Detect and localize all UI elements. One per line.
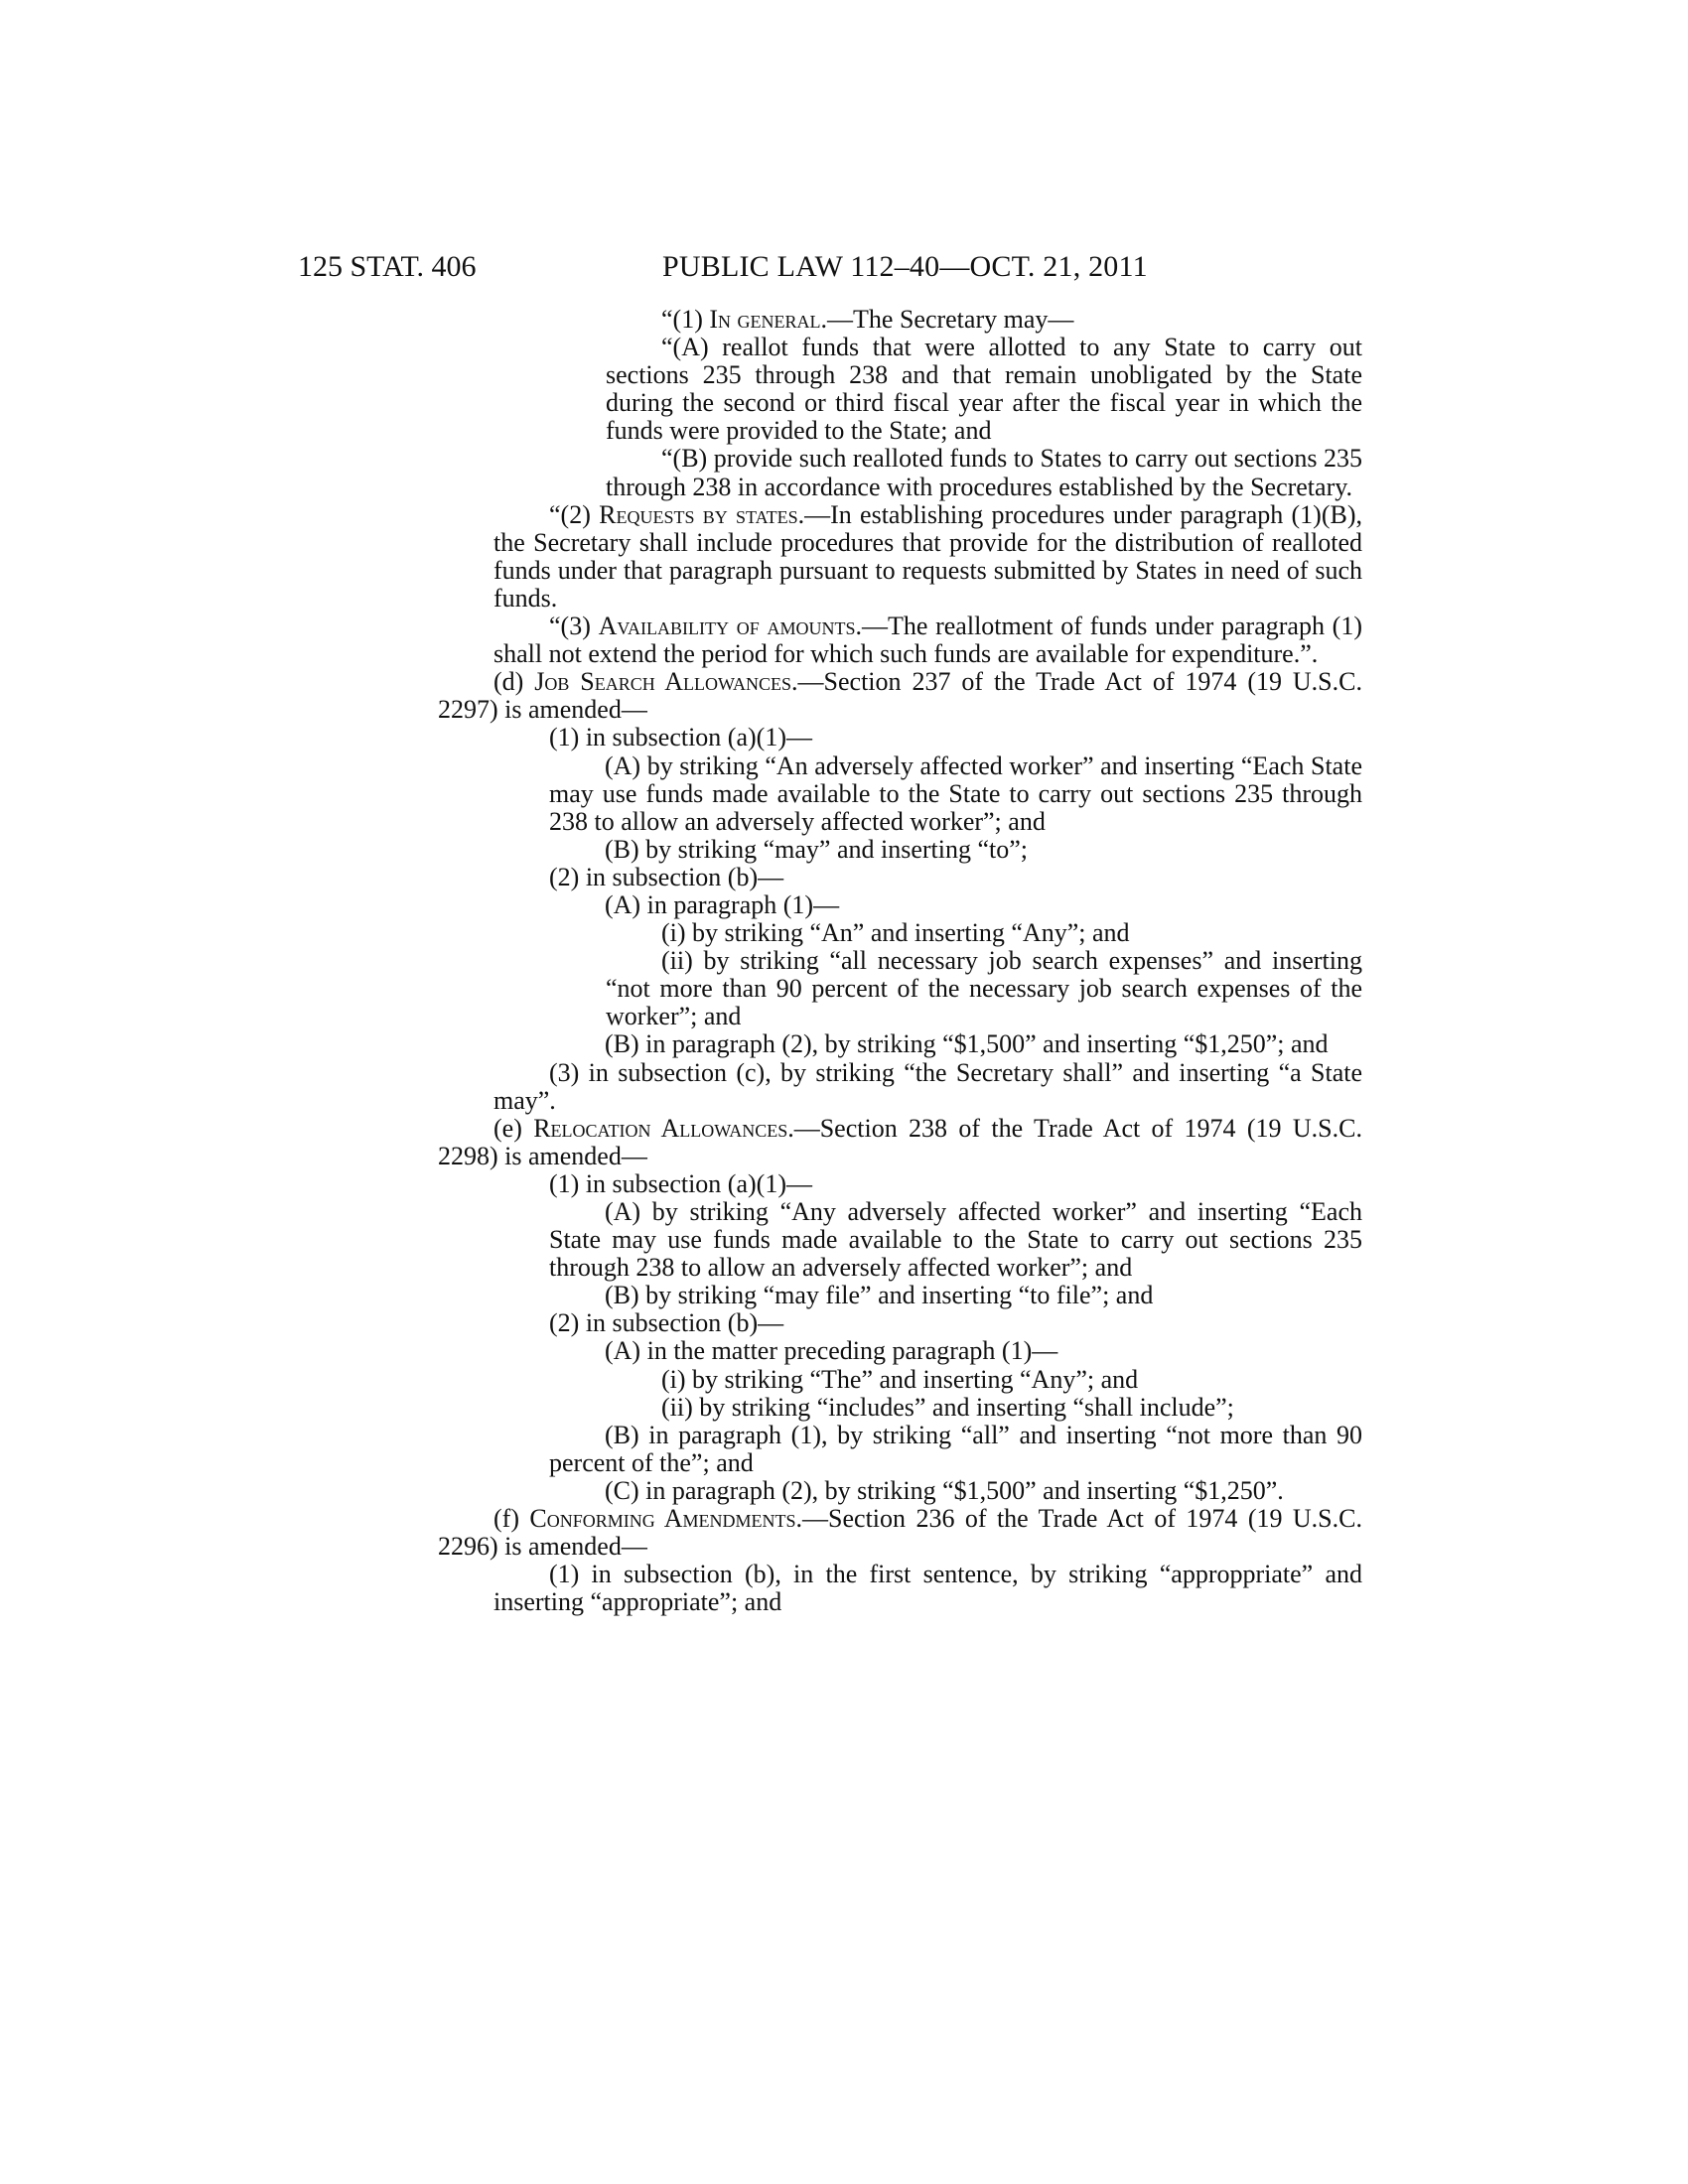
item-d2B: (B) in paragraph (2), by striking “$1,500” and inserting “$1,250”; and: [605, 1029, 1329, 1059]
item-d1B: (B) by striking “may” and inserting “to”;: [605, 834, 1029, 864]
item-e2Aii: (ii) by striking “includes” and inserting “shall include”;: [661, 1392, 1234, 1422]
item-e2B: (B) in paragraph (1), by striking “all” and inserting “not more than 90 percent of the”; and: [549, 1420, 1362, 1477]
item-d2A: (A) in paragraph (1)—: [605, 889, 840, 919]
item-e1A: (A) by striking “Any adversely affected worker” and inserting “Each State may use funds made available to the State to carry out sections 235 through 238 to allow an adversely affected worker”; and: [549, 1197, 1362, 1283]
statute-reference: 125 STAT. 406: [298, 250, 477, 283]
subsection-d-job-search: (d) Job Search Allowances.—Section 237 of the Trade Act of 1974 (19 U.S.C. 2297) is amended—: [438, 667, 1362, 725]
item-f1: (1) in subsection (b), in the first sentence, by striking “approppriate” and inserting “appropriate”; and: [493, 1560, 1362, 1617]
subparagraph-1B: “(B) provide such realloted funds to States to carry out sections 235 through 238 in accordance with procedures established by the Secretary.: [606, 444, 1362, 501]
item-e1B: (B) by striking “may file” and inserting “to file”; and: [605, 1281, 1154, 1310]
subsection-e-heading: Relocation Allowances: [533, 1113, 788, 1143]
item-e2: (2) in subsection (b)—: [549, 1308, 784, 1338]
subparagraph-1A: “(A) reallot funds that were allotted to any State to carry out sections 235 through 238 and that remain unobligated by the State during the second or third fiscal year after the fiscal year in which the funds were provided to the State; and: [606, 333, 1362, 446]
item-d3: (3) in subsection (c), by striking “the Secretary shall” and inserting “a State may”.: [493, 1057, 1362, 1115]
subsection-d-heading: Job Search Allowances: [534, 667, 792, 697]
item-d2Aii: (ii) by striking “all necessary job search expenses” and inserting “not more than 90 percent of the necessary job search expenses of the worker”; and: [606, 946, 1362, 1031]
item-d1: (1) in subsection (a)(1)—: [549, 723, 812, 752]
paragraph-1-in-general: “(1) In general.—The Secretary may—: [661, 305, 1074, 334]
paragraph-3-availability: “(3) Availability of amounts.—The reallotment of funds under paragraph (1) shall not extend the period for which such funds are available for expenditure.”.: [493, 612, 1362, 669]
item-d2Ai: (i) by striking “An” and inserting “Any”; and: [661, 918, 1130, 948]
item-d1A: (A) by striking “An adversely affected worker” and inserting “Each State may use funds made available to the State to carry out sections 235 through 238 to allow an adversely affected worker”; and: [549, 751, 1362, 836]
paragraph-3-heading: Availability of amounts: [598, 612, 856, 641]
item-e2Ai: (i) by striking “The” and inserting “Any”; and: [661, 1364, 1139, 1394]
item-e1: (1) in subsection (a)(1)—: [549, 1168, 812, 1198]
item-d2: (2) in subsection (b)—: [549, 862, 784, 891]
subsection-f-heading: Conforming Amendments: [529, 1504, 796, 1534]
subsection-f-conforming: (f) Conforming Amendments.—Section 236 of the Trade Act of 1974 (19 U.S.C. 2296) is amended—: [438, 1504, 1362, 1562]
item-e2A: (A) in the matter preceding paragraph (1)—: [605, 1336, 1058, 1366]
item-e2C: (C) in paragraph (2), by striking “$1,500” and inserting “$1,250”.: [605, 1475, 1284, 1505]
paragraph-2-heading: Requests by states: [599, 499, 798, 529]
subsection-e-relocation: (e) Relocation Allowances.—Section 238 of the Trade Act of 1974 (19 U.S.C. 2298) is amended—: [438, 1113, 1362, 1170]
paragraph-2-requests-by-states: “(2) Requests by states.—In establishing procedures under paragraph (1)(B), the Secretary shall include procedures that provide for the distribution of realloted funds under that paragraph pursuant to requests submitted by States in need of such funds.: [493, 499, 1362, 613]
document-body: [438, 305, 1362, 1617]
paragraph-1-heading: In general: [709, 305, 821, 334]
page-header: [0, 250, 1688, 286]
public-law-title: PUBLIC LAW 112–40—OCT. 21, 2011: [662, 250, 1148, 283]
